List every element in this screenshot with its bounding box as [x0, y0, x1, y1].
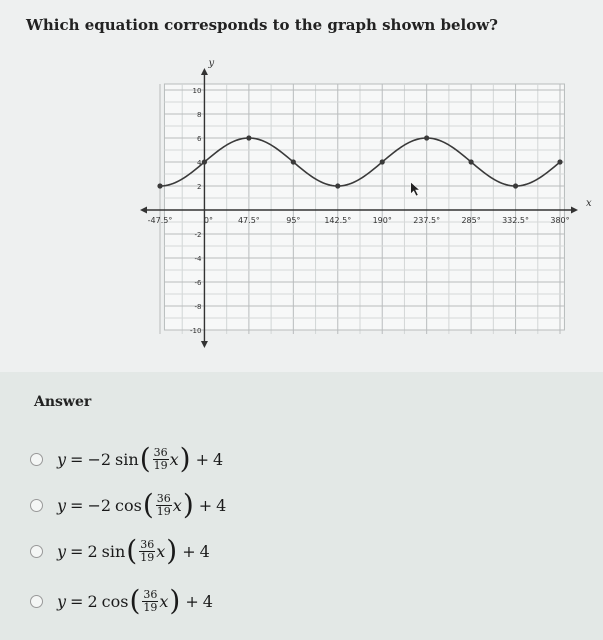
answer-option-3[interactable]	[30, 534, 210, 568]
eq-coef: 2	[100, 449, 112, 469]
frac-den: 19	[153, 458, 168, 472]
eq-lhs: y	[57, 541, 67, 561]
eq-equals: =	[70, 449, 84, 469]
curve-point	[380, 159, 385, 164]
frac-den: 19	[156, 504, 171, 518]
frac-num: 36	[140, 537, 155, 551]
left-paren: (	[126, 534, 138, 567]
eq-var: x	[172, 495, 182, 515]
grid-lines	[160, 84, 564, 334]
left-paren: (	[139, 442, 151, 475]
eq-fraction	[156, 493, 172, 517]
eq-var: x	[169, 449, 179, 469]
eq-fraction	[139, 539, 155, 563]
curve-point	[246, 135, 251, 140]
x-tick-label: 332.5°	[502, 216, 530, 225]
question-text: Which equation corresponds to the graph shown below?	[26, 16, 498, 34]
answer-option-2[interactable]	[30, 488, 226, 522]
equation-1	[57, 442, 224, 475]
y-tick-label: 4	[196, 159, 202, 167]
eq-equals: =	[70, 541, 84, 561]
x-axis-label: x	[586, 198, 592, 209]
x-tick-label: 237.5°	[413, 216, 441, 225]
y-tick-label: -8	[194, 303, 202, 311]
y-tick-label: -10	[190, 327, 202, 335]
eq-neg: −	[87, 495, 101, 515]
curve-point	[335, 183, 340, 188]
left-paren: (	[129, 584, 141, 617]
right-paren: )	[166, 534, 178, 567]
frac-den: 19	[143, 600, 158, 614]
eq-fn: cos	[101, 591, 129, 611]
radio-button-1[interactable]	[30, 453, 43, 466]
eq-fn: sin	[115, 449, 139, 469]
plot-area	[164, 84, 564, 330]
right-paren: )	[179, 442, 191, 475]
radio-button-2[interactable]	[30, 499, 43, 512]
x-tick-label: 142.5°	[324, 216, 352, 225]
answer-option-1[interactable]	[30, 442, 223, 476]
eq-equals: =	[70, 495, 84, 515]
radio-button-4[interactable]	[30, 595, 43, 608]
y-tick-label: 8	[196, 111, 202, 119]
x-tick-label: 47.5°	[237, 216, 260, 225]
eq-equals: =	[70, 591, 84, 611]
y-tick-label: -4	[194, 255, 202, 263]
frac-num: 36	[143, 587, 158, 601]
y-axis-label: y	[208, 58, 215, 69]
eq-const: 4	[202, 591, 213, 611]
eq-const: 4	[199, 541, 210, 561]
eq-coef: 2	[87, 541, 98, 561]
frac-num: 36	[153, 445, 168, 459]
frac-den: 19	[140, 550, 155, 564]
x-tick-label: 380°	[550, 216, 570, 225]
eq-lhs: y	[57, 495, 67, 515]
frac-num: 36	[156, 491, 171, 505]
eq-plus: +	[185, 591, 199, 611]
x-tick-label: 285°	[461, 216, 481, 225]
eq-fn: cos	[115, 495, 142, 515]
equation-2	[57, 488, 227, 521]
eq-coef: 2	[100, 495, 112, 515]
graph	[140, 56, 600, 356]
x-axis-arrow-right	[571, 207, 578, 214]
y-axis-arrow-up	[201, 68, 208, 75]
eq-const: 4	[216, 495, 227, 515]
curve-point	[291, 159, 296, 164]
eq-lhs: y	[57, 449, 67, 469]
answer-option-4[interactable]	[30, 584, 213, 618]
y-axis-arrow-down	[201, 341, 208, 348]
radio-button-3[interactable]	[30, 545, 43, 558]
curve-point	[469, 159, 474, 164]
eq-fraction	[142, 589, 158, 613]
curve-point	[202, 159, 207, 164]
answer-label: Answer	[34, 394, 92, 410]
y-tick-label: -2	[194, 231, 202, 239]
left-paren: (	[142, 488, 154, 521]
eq-fn: sin	[101, 541, 126, 561]
y-tick-label: 2	[196, 183, 202, 191]
eq-fraction	[153, 447, 169, 471]
equation-3	[57, 534, 210, 567]
curve-point	[513, 183, 518, 188]
x-tick-label: 190°	[372, 216, 392, 225]
equation-4	[57, 584, 213, 617]
right-paren: )	[182, 488, 194, 521]
eq-var: x	[159, 591, 169, 611]
eq-plus: +	[195, 449, 209, 469]
x-tick-label: 0°	[203, 216, 213, 225]
answer-area	[0, 372, 603, 640]
x-tick-label: -47.5°	[147, 216, 173, 225]
eq-var: x	[156, 541, 166, 561]
y-tick-label: -6	[194, 279, 202, 287]
x-tick-label: 95°	[286, 216, 301, 225]
eq-plus: +	[198, 495, 213, 515]
eq-coef: 2	[87, 591, 98, 611]
curve-point	[424, 135, 429, 140]
x-axis-arrow-left	[140, 207, 147, 214]
curve-point	[557, 159, 562, 164]
y-tick-label: 6	[196, 135, 202, 143]
eq-lhs: y	[57, 591, 67, 611]
right-paren: )	[169, 584, 181, 617]
curve-point	[157, 183, 162, 188]
eq-const: 4	[213, 449, 224, 469]
y-tick-label: 10	[192, 87, 202, 95]
eq-plus: +	[182, 541, 196, 561]
eq-neg: −	[87, 449, 101, 469]
